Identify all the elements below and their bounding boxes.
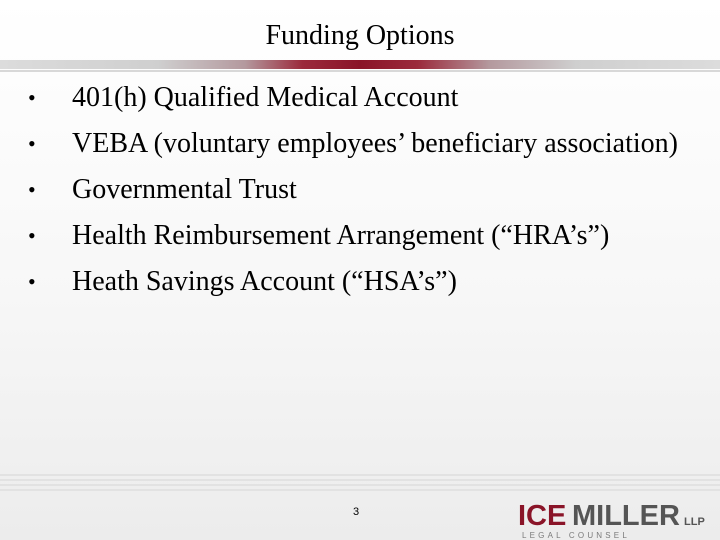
bullet-text: 401(h) Qualified Medical Account [72,82,459,113]
ice-miller-logo [516,494,716,540]
bullet-icon: • [28,269,36,294]
bullet-text: Health Reimbursement Arrangement (“HRA’s”) [72,220,610,251]
logo-tagline-text: LEGAL COUNSEL [522,531,630,540]
title-divider [0,60,720,69]
bullet-text: Heath Savings Account (“HSA’s”) [72,266,457,297]
bullet-text: Governmental Trust [72,174,297,205]
slide-title: Funding Options [265,20,455,51]
bullet-icon: • [28,85,36,110]
bullet-icon: • [28,131,36,156]
bullet-icon: • [28,223,36,248]
logo-ice-text: ICE [518,500,567,532]
bullet-list [0,82,720,312]
bullet-text: VEBA (voluntary employees’ beneficiary association) [72,128,678,159]
bullet-item-hsa [0,266,720,297]
logo-llp-text: LLP [684,516,705,528]
bullet-item-veba [0,128,720,159]
logo-miller-text: MILLER [572,500,680,532]
bullet-item-governmental-trust [0,174,720,205]
bullet-icon: • [28,177,36,202]
bullet-item-hra [0,220,720,251]
page-number: 3 [353,506,360,518]
bullet-item-401h [0,82,720,113]
title-divider-shadow [0,70,720,72]
footer-divider [0,474,720,494]
